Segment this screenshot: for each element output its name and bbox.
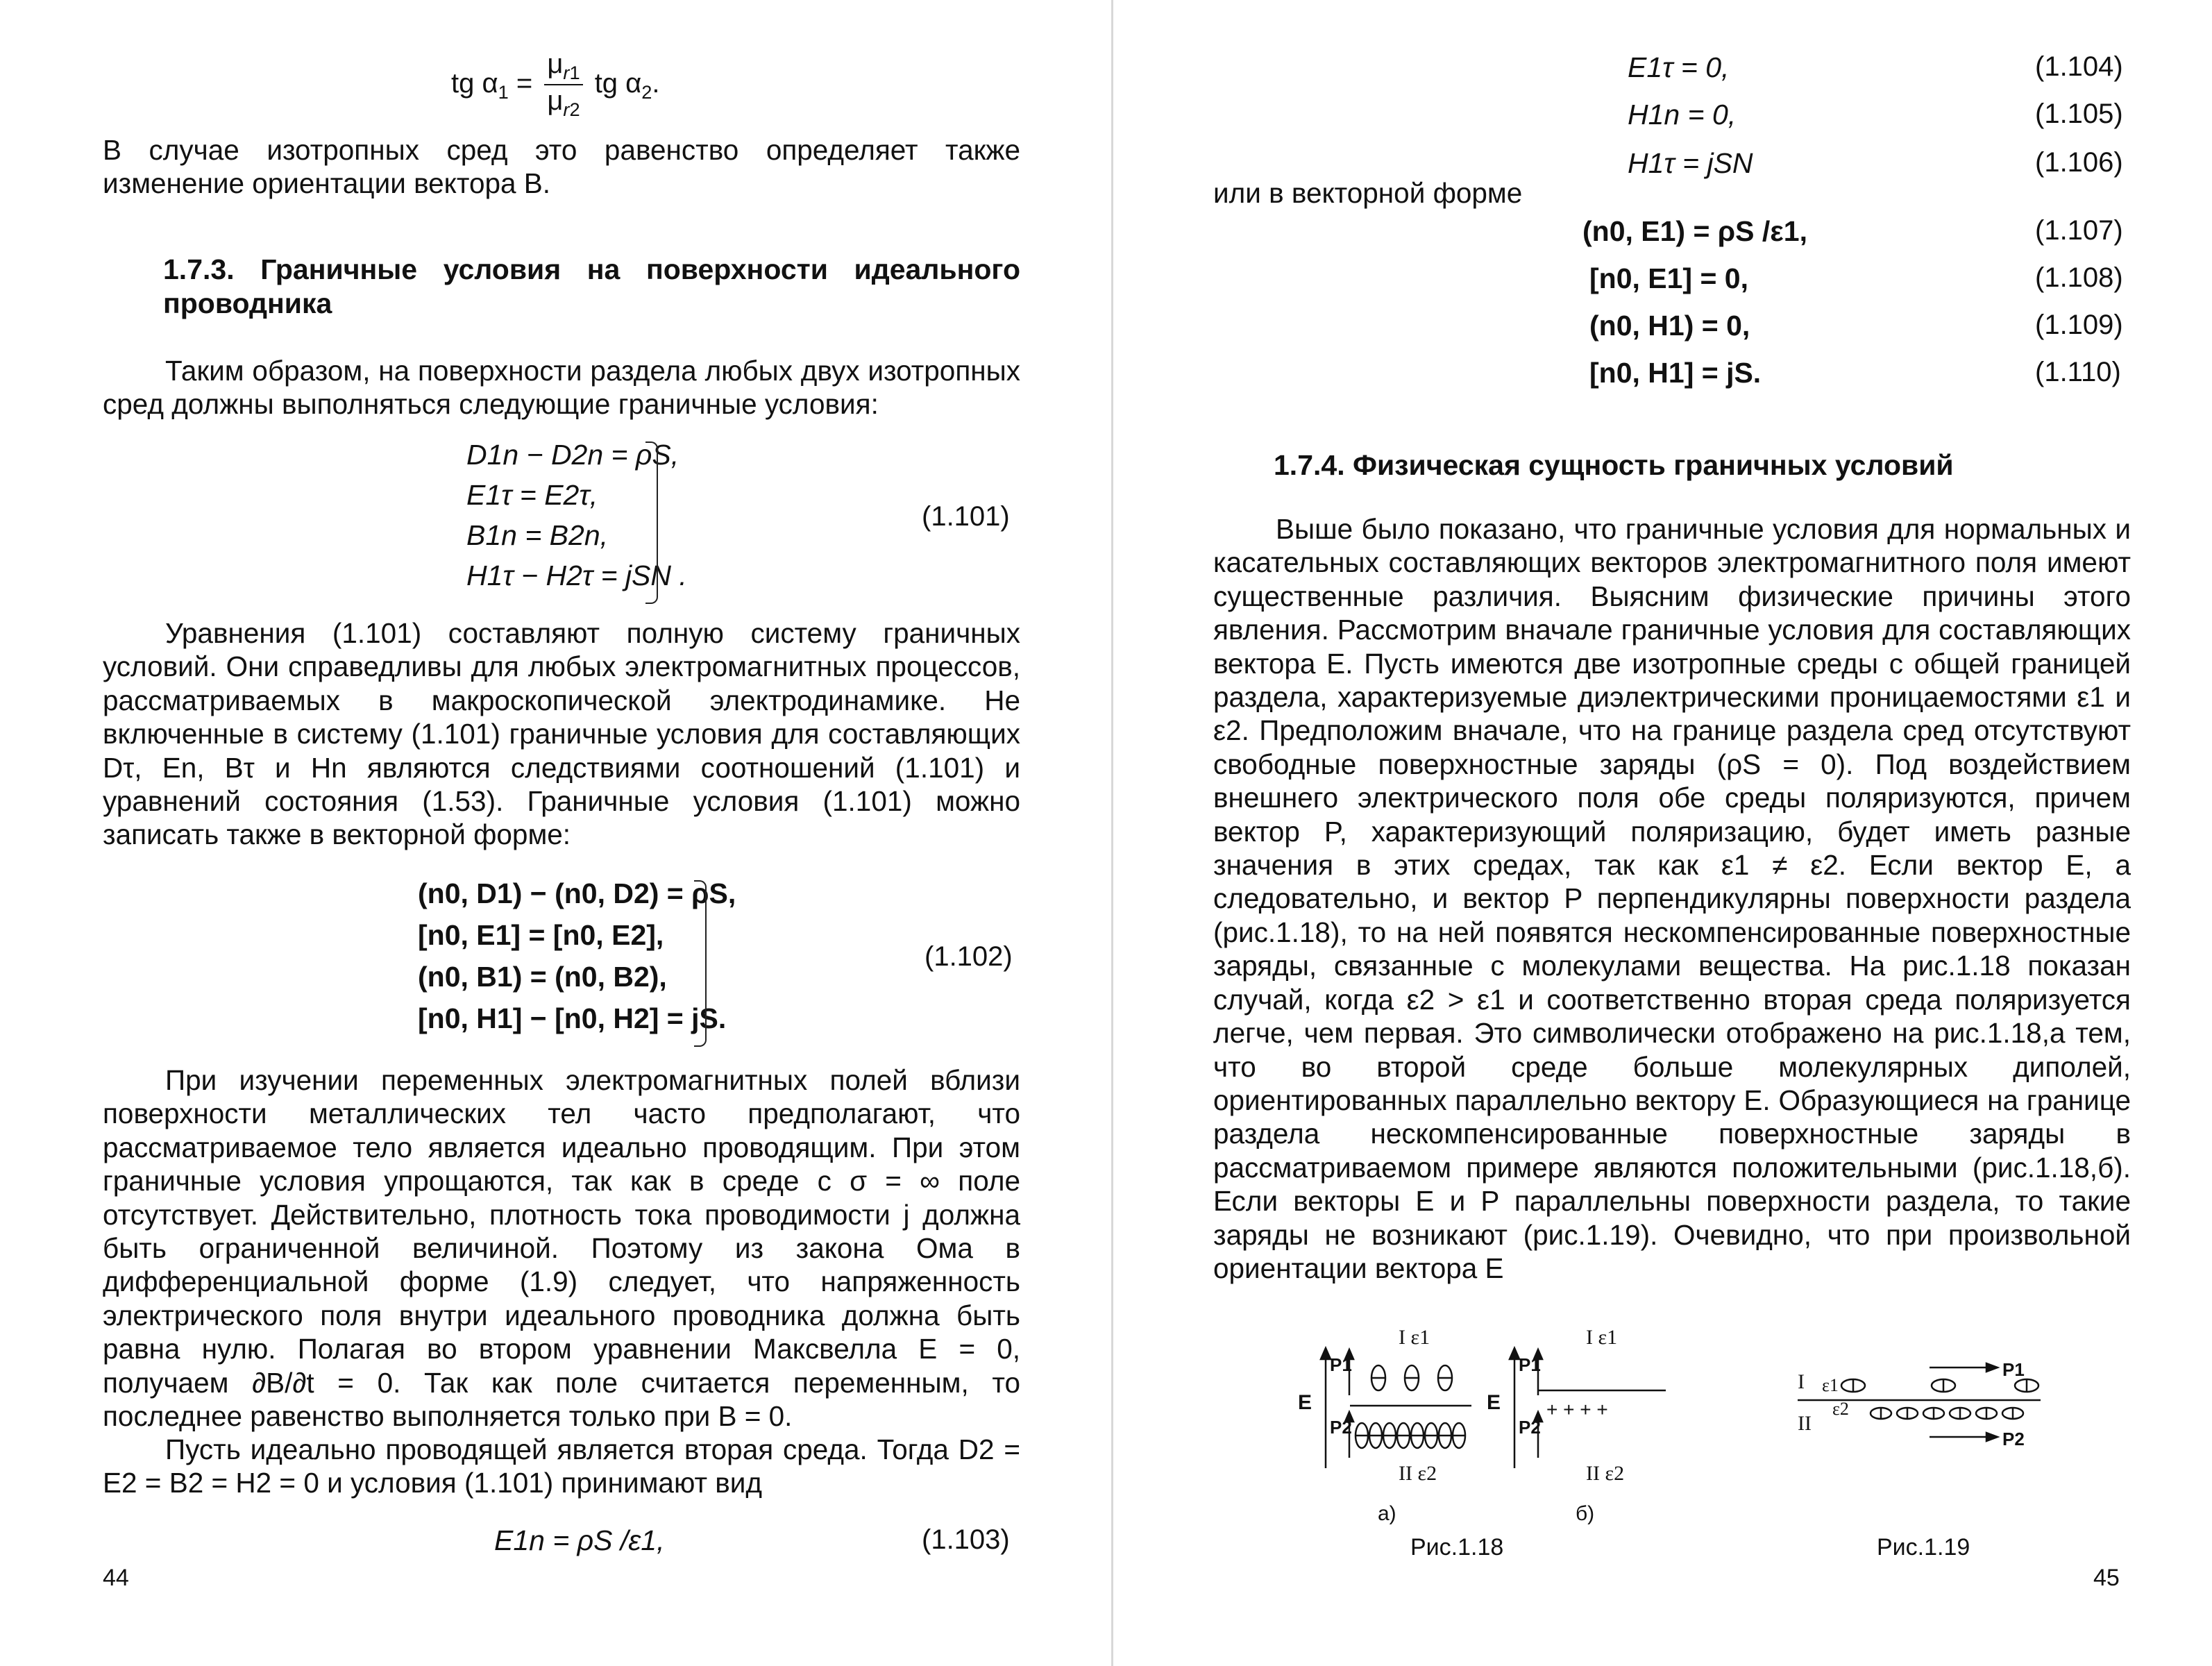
fig18b-medium2-label: II ε2 <box>1586 1462 1625 1485</box>
vector-form-label: или в векторной форме <box>1213 177 1523 209</box>
fig19-medium2-label: II <box>1798 1412 1812 1435</box>
equation-1-109: (n0, H1) = 0, <box>1589 310 1750 342</box>
fig18a-medium1-label: I ε1 <box>1399 1326 1430 1349</box>
paragraph-4-text: При изучении переменных электромагнитных полей вблизи поверхности металлических тел часто предполагают, что рассматриваемое тело является идеально проводящим. При этом граничные условия упрощаются, так как в среде с σ = ∞ поле отсутствует. Действительно, плотность тока проводимости j должна быть ограниченной величиной. Поэтому из закона Ома в дифференциальной форме (1.9) следует, что напряженность электрического поля внутри идеального проводника должна быть равна нулю. Полагая во втором уравнении Максвелла E = 0, получаем ∂B/∂t = 0. Так как поле считается переменным, то последнее равенство выполняется только при B = 0. <box>103 1064 1020 1433</box>
fig19-dipoles-medium2 <box>1871 1408 2023 1419</box>
paragraph-3-text: Уравнения (1.101) составляют полную систему граничных условий. Они справедливы для любых электромагнитных процессов, рассматриваемых в макроскопической электродинамике. Не включенные в систему (1.101) граничные условия для составляющих Dτ, En, Bτ и Hn являются следствиями соотношений (1.101) и уравнений состояния (1.53). Граничные условия (1.101) можно записать также в векторной форме: <box>103 617 1020 851</box>
equation-1-103: E1n = ρS /ε1, <box>494 1524 665 1556</box>
caption-fig-1-18: Рис.1.18 <box>1410 1534 1504 1560</box>
system2-line-1: (n0, D1) − (n0, D2) = ρS, <box>418 877 736 909</box>
figure-1-18 <box>1215 1319 1673 1534</box>
system1-line-3: B1n = B2n, <box>466 519 609 551</box>
paragraph-1: В случае изотропных сред это равенство определяет также изменение ориентации вектора В. <box>103 134 1020 200</box>
fig18a-P1-label: P1 <box>1330 1354 1352 1375</box>
equation-1-108: [n0, E1] = 0, <box>1589 262 1749 294</box>
section-heading-1-7-4: 1.7.4. Физическая сущность граничных условий <box>1274 449 1954 481</box>
fig18b-medium1-label: I ε1 <box>1586 1326 1618 1349</box>
paragraph-2-text: Таким образом, на поверхности раздела любых двух изотропных сред должны выполняться следующие граничные условия: <box>103 355 1020 421</box>
equation-1-107: (n0, E1) = ρS /ε1, <box>1582 215 1807 247</box>
equation-1-109-number: (1.109) <box>2035 310 2123 340</box>
fig18b-E-label: E <box>1487 1391 1501 1414</box>
fig19-P2-label: P2 <box>2002 1429 2025 1449</box>
system2-line-4: [n0, H1] − [n0, H2] = jS. <box>418 1002 727 1034</box>
system2-line-3: (n0, B1) = (n0, B2), <box>418 961 667 993</box>
left-page <box>0 0 1104 1666</box>
system1-brace <box>645 441 658 604</box>
paragraph-5-text: Пусть идеально проводящей является вторая среда. Тогда D2 = E2 = B2 = H2 = 0 и условия (1.101) принимают вид <box>103 1433 1020 1499</box>
system1-line-1: D1n − D2n = ρS, <box>466 439 679 471</box>
fig19-P1-label: P1 <box>2002 1359 2025 1380</box>
equation-1-108-number: (1.108) <box>2035 262 2123 293</box>
fig19-eps2-label: ε2 <box>1832 1399 1849 1419</box>
fig18-sub-b: б) <box>1576 1502 1595 1525</box>
right-page <box>1111 0 2212 1666</box>
paragraph-5 <box>103 1433 1020 1500</box>
paragraph-4 <box>103 1063 1020 1433</box>
system2-line-2: [n0, E1] = [n0, E2], <box>418 919 664 951</box>
section-heading-1-7-3: 1.7.3. Граничные условия на поверхности идеального проводника <box>163 253 1020 319</box>
paragraph-3 <box>103 616 1020 852</box>
system1-line-4: H1τ − H2τ = jSN . <box>466 559 687 591</box>
equation-1-104-number: (1.104) <box>2035 51 2123 82</box>
equation-1-110-number: (1.110) <box>2035 357 2121 387</box>
equation-1-106-number: (1.106) <box>2035 147 2123 178</box>
fig18b-P1-label: P1 <box>1519 1354 1541 1375</box>
system1-number: (1.101) <box>922 501 1010 532</box>
equation-1-105-number: (1.105) <box>2035 99 2123 129</box>
fig18b-charges: + + + + <box>1546 1399 1608 1420</box>
fig18a-medium2-label: II ε2 <box>1399 1462 1437 1485</box>
fig18-sub-a: а) <box>1378 1502 1396 1525</box>
equation-1-110: [n0, H1] = jS. <box>1589 357 1762 389</box>
system2-brace <box>694 880 707 1047</box>
equation-1-104: E1τ = 0, <box>1628 51 1730 83</box>
fig18b-P2-label: P2 <box>1519 1417 1541 1438</box>
fig18a-E-label: E <box>1298 1391 1312 1414</box>
equation-1-107-number: (1.107) <box>2035 215 2123 246</box>
equation-1-105: H1n = 0, <box>1628 99 1737 131</box>
system1-line-2: E1τ = E2τ, <box>466 479 598 511</box>
fig19-medium1-label: I <box>1798 1370 1805 1393</box>
page-number-right: 45 <box>2093 1565 2120 1591</box>
fig19-dipoles-medium1 <box>1841 1379 2038 1392</box>
dipoles-medium-2 <box>1356 1423 1465 1448</box>
equation-1-103-number: (1.103) <box>922 1524 1010 1555</box>
paragraph-physical-meaning-text: Выше было показано, что граничные условия для нормальных и касательных составляющих векторов электромагнитного поля имеют существенные различия. Выясним физические причины этого явления. Рассмотрим вначале граничные условия для составляющих вектора E. Пусть имеются две изотропные среды с общей границей раздела, характеризуемые диэлектрическими проницаемостями ε1 и ε2. Предположим вначале, что на границе раздела сред отсутствуют свободные поверхностные заряды (ρS = 0). Под воздействием внешнего электрического поля обе среды поляризуются, причем вектор P, характеризующий поляризацию, будет иметь разные значения в этих средах, так как ε1 ≠ ε2. Если вектор E, а следовательно, и вектор P перпендикулярны поверхности раздела (рис.1.18), то на ней появятся нескомпенсированные поверхностные заряды, связанные с молекулами вещества. На рис.1.18 показан случай, когда ε2 > ε1 и соответственно вторая среда поляризуется легче, чем первая. Это символически отображено на рис.1.18,а тем, что во второй среде больше молекулярных диполей, ориентированных параллельно вектору E. Образующиеся на границе раздела нескомпенсированные поверхностные заряды в рассматриваемом примере являются положительными (рис.1.18,б). Если векторы E и P параллельны поверхности раздела, то такие заряды не возникают (рис.1.19). Очевидно, что при произвольной ориентации вектора E <box>1213 513 2131 1284</box>
page-number-left: 44 <box>103 1565 129 1591</box>
paragraph-2 <box>103 354 1020 421</box>
fig19-eps1-label: ε1 <box>1822 1375 1839 1395</box>
fig18a-P2-label: P2 <box>1330 1417 1352 1438</box>
tan-formula: tg $\alpha_1$ = $\frac{\mu_{r1}}{\mu_{r2}}$ tg $\alpha_2$. <box>451 49 660 120</box>
paragraph-physical-meaning <box>1213 512 2131 1285</box>
equation-1-106: H1τ = jSN <box>1628 147 1753 179</box>
caption-fig-1-19: Рис.1.19 <box>1877 1534 1970 1560</box>
figure-1-19 <box>1784 1347 2061 1465</box>
system2-number: (1.102) <box>925 941 1013 972</box>
